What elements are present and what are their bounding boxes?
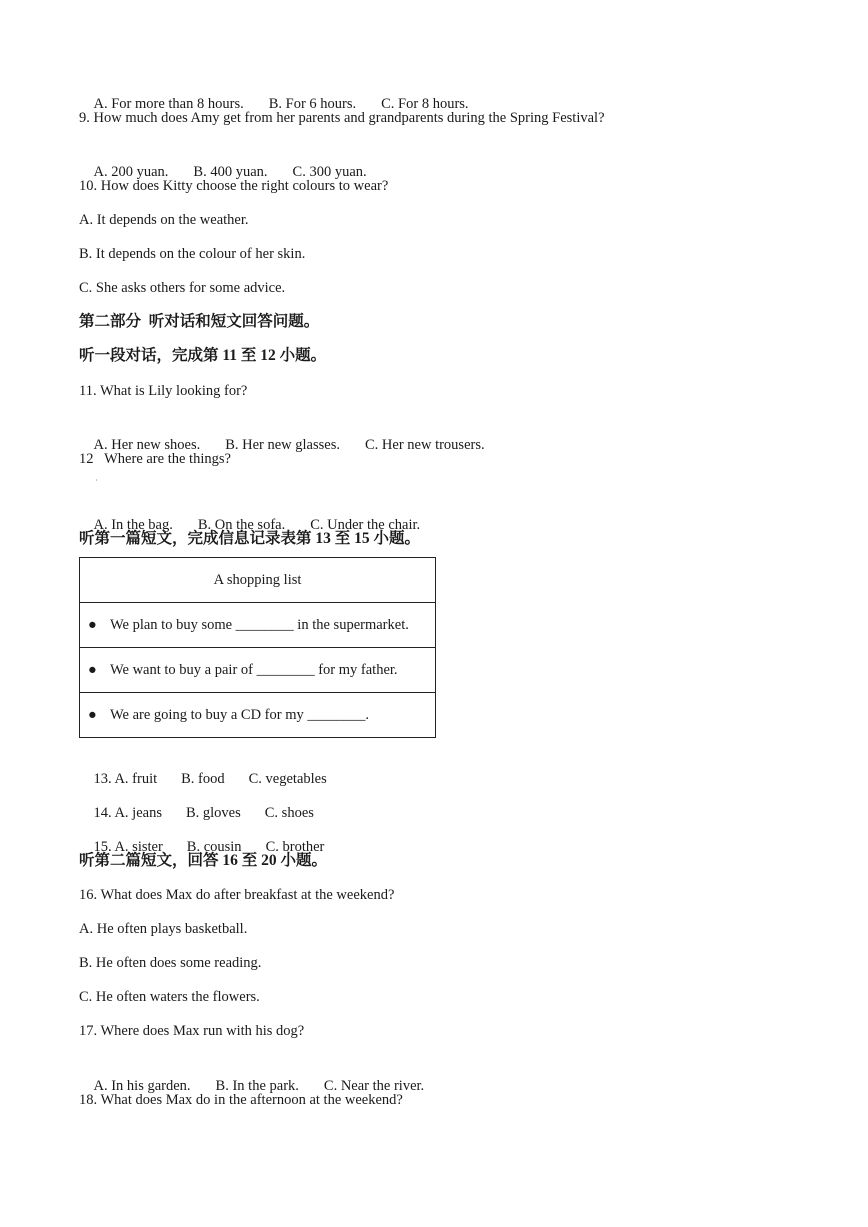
q13-option-a: 13. A. fruit (93, 771, 158, 787)
q8-option-c: C. For 8 hours. (381, 96, 469, 112)
shopping-list-item (80, 648, 436, 693)
passage-two-heading: 听第二篇短文，回答 16 至 20 小题。 (79, 852, 328, 869)
q16-option-c: C. He often waters the flowers. (79, 989, 260, 1005)
q12-option-c: C. Under the chair. (310, 517, 421, 533)
q15-option-a: 15. A. sister (93, 839, 163, 855)
q16-question: 16. What does Max do after breakfast at the weekend? (79, 887, 395, 903)
q14-option-b: B. gloves (185, 805, 241, 821)
q11-question: 11. What is Lily looking for? (79, 383, 248, 399)
q9-question: 9. How much does Amy get from her parents and grandparents during the Spring Festival? (79, 110, 605, 126)
q15-option-b: B. cousin (186, 839, 242, 855)
shopping-list-item-text: We are going to buy a CD for my ________. (110, 706, 369, 723)
table-row (80, 603, 436, 648)
q11-option-c: C. Her new trousers. (365, 437, 485, 453)
q11-option-a: A. Her new shoes. (93, 437, 201, 453)
shopping-list-title: A shopping list (80, 558, 436, 603)
part-two-heading: 第二部分 听对话和短文回答问题。 (79, 313, 320, 330)
q9-option-a: A. 200 yuan. (93, 164, 169, 180)
table-row (80, 693, 436, 738)
shopping-list-item (80, 603, 436, 648)
q9-option-c: C. 300 yuan. (292, 164, 367, 180)
q17-option-c: C. Near the river. (323, 1078, 425, 1094)
table-row (80, 648, 436, 693)
q17-question: 17. Where does Max run with his dog? (79, 1023, 305, 1039)
q16-option-b: B. He often does some reading. (79, 955, 262, 971)
q10-option-c: C. She asks others for some advice. (79, 280, 286, 296)
q17-option-b: B. In the park. (215, 1078, 299, 1094)
q11-option-b: B. Her new glasses. (225, 437, 340, 453)
q16-option-a: A. He often plays basketball. (79, 921, 248, 937)
q13-option-b: B. food (181, 771, 225, 787)
q10-option-a: A. It depends on the weather. (79, 212, 249, 228)
q12-option-a: A. In the bag. (93, 517, 173, 533)
bullet-icon: ● (88, 661, 97, 678)
q18-question: 18. What does Max do in the afternoon at the weekend? (79, 1092, 403, 1108)
shopping-list-item-text: We plan to buy some ________ in the supermarket. (110, 616, 409, 633)
q12-option-b: B. On the sofa. (197, 517, 286, 533)
q17-option-a: A. In his garden. (93, 1078, 191, 1094)
q13-option-c: C. vegetables (248, 771, 327, 787)
passage-one-heading: 听第一篇短文，完成信息记录表第 13 至 15 小题。 (79, 530, 421, 547)
q15-option-c: C. brother (265, 839, 325, 855)
q14-option-c: C. shoes (264, 805, 314, 821)
bullet-icon: ● (88, 616, 97, 633)
q9-option-b: B. 400 yuan. (193, 164, 268, 180)
shopping-list-table (79, 557, 436, 738)
q10-question: 10. How does Kitty choose the right colours to wear? (79, 178, 389, 194)
q12-question: 12 Where are the things? (79, 451, 231, 467)
bullet-icon: ● (88, 706, 97, 723)
dialogue-heading: 听一段对话，完成第 11 至 12 小题。 (79, 347, 327, 364)
q10-option-b: B. It depends on the colour of her skin. (79, 246, 306, 262)
q8-option-a: A. For more than 8 hours. (93, 96, 244, 112)
shopping-list-item-text: We want to buy a pair of ________ for my father. (110, 661, 398, 678)
shopping-list-item (80, 693, 436, 738)
stray-mark: · (95, 476, 98, 485)
q14-option-a: 14. A. jeans (93, 805, 162, 821)
table-row (80, 558, 436, 603)
q8-option-b: B. For 6 hours. (268, 96, 357, 112)
